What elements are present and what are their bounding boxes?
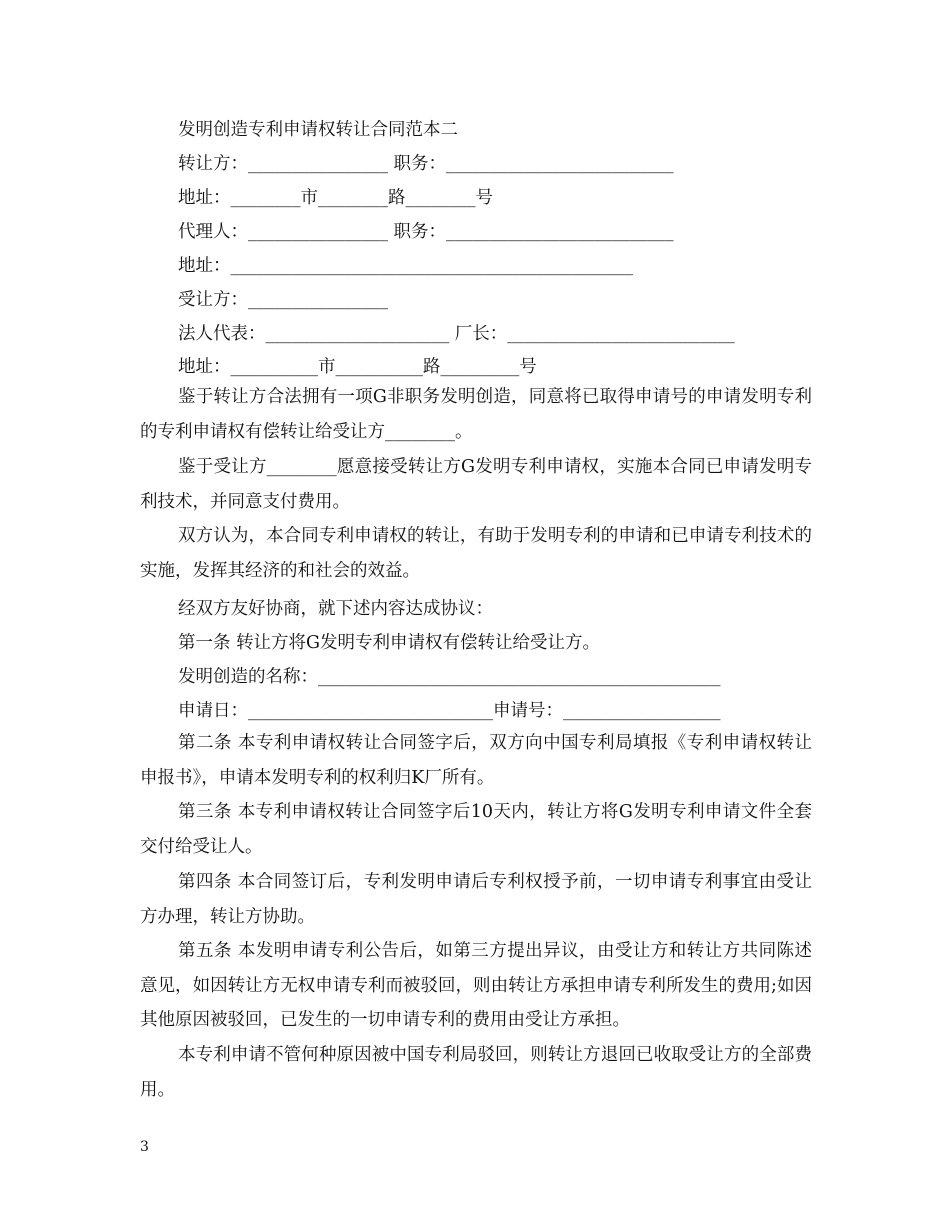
transferor-address-field: 地址：________市________路________号 — [178, 188, 493, 208]
document-title: 发明创造专利申请权转让合同范本二 — [178, 120, 458, 140]
article-one: 第一条 转让方将G发明专利申请权有偿转让给受让方。 — [178, 633, 601, 653]
transferee-address-field: 地址：__________市__________路_________号 — [178, 357, 537, 377]
application-info-field: 申请日：____________________________申请号：__________________ — [178, 701, 721, 721]
agreement-intro: 经双方友好协商，就下述内容达成协议： — [178, 599, 493, 619]
article-paragraph: 本专利申请不管何种原因被中国专利局驳回，则转让方退回已收取受让方的全部费用。 — [140, 1045, 812, 1100]
invention-name-field: 发明创造的名称：______________________________________________ — [178, 667, 721, 687]
recital-paragraph: 鉴于转让方合法拥有一项G非职务发明创造，同意将已取得申请号的申请发明专利的专利申请权有偿转让给受让方________。 — [140, 387, 812, 442]
recital-paragraph: 双方认为，本合同专利申请权的转让，有助于发明专利的申请和已申请专利技术的实施，发挥其经济的和社会的效益。 — [140, 526, 812, 581]
article-paragraph: 第二条 本专利申请权转让合同签字后，双方向中国专利局填报《专利申请权转让申报书》，申请本发明专利的权利归K厂所有。 — [140, 733, 812, 788]
legal-representative-field: 法人代表：_____________________ 厂长：__________________________ — [178, 324, 735, 344]
agent-field: 代理人：________________ 职务：__________________________ — [178, 222, 674, 242]
article-paragraph: 第四条 本合同签订后，专利发明申请后专利权授予前，一切申请专利事宜由受让方办理，转让方协助。 — [140, 872, 812, 927]
article-paragraph: 第三条 本专利申请权转让合同签字后10天内，转让方将G发明专利申请文件全套交付给受让人。 — [140, 802, 812, 857]
article-paragraph: 第五条 本发明申请专利公告后，如第三方提出异议，由受让方和转让方共同陈述意见，如因转让方无权申请专利而被驳回，则由转让方承担申请专利所发生的费用;如因其他原因被驳回，已发生的一切申请专利的费用由受让方承担。 — [140, 941, 812, 1030]
transferee-field: 受让方：________________ — [178, 290, 388, 310]
agent-address-field: 地址：______________________________________________ — [178, 256, 633, 276]
page-number: 3 — [140, 1139, 149, 1155]
transferor-field: 转让方：________________ 职务：__________________________ — [178, 154, 674, 174]
recital-paragraph: 鉴于受让方________愿意接受转让方G发明专利申请权，实施本合同已申请发明专利技术，并同意支付费用。 — [140, 457, 812, 512]
